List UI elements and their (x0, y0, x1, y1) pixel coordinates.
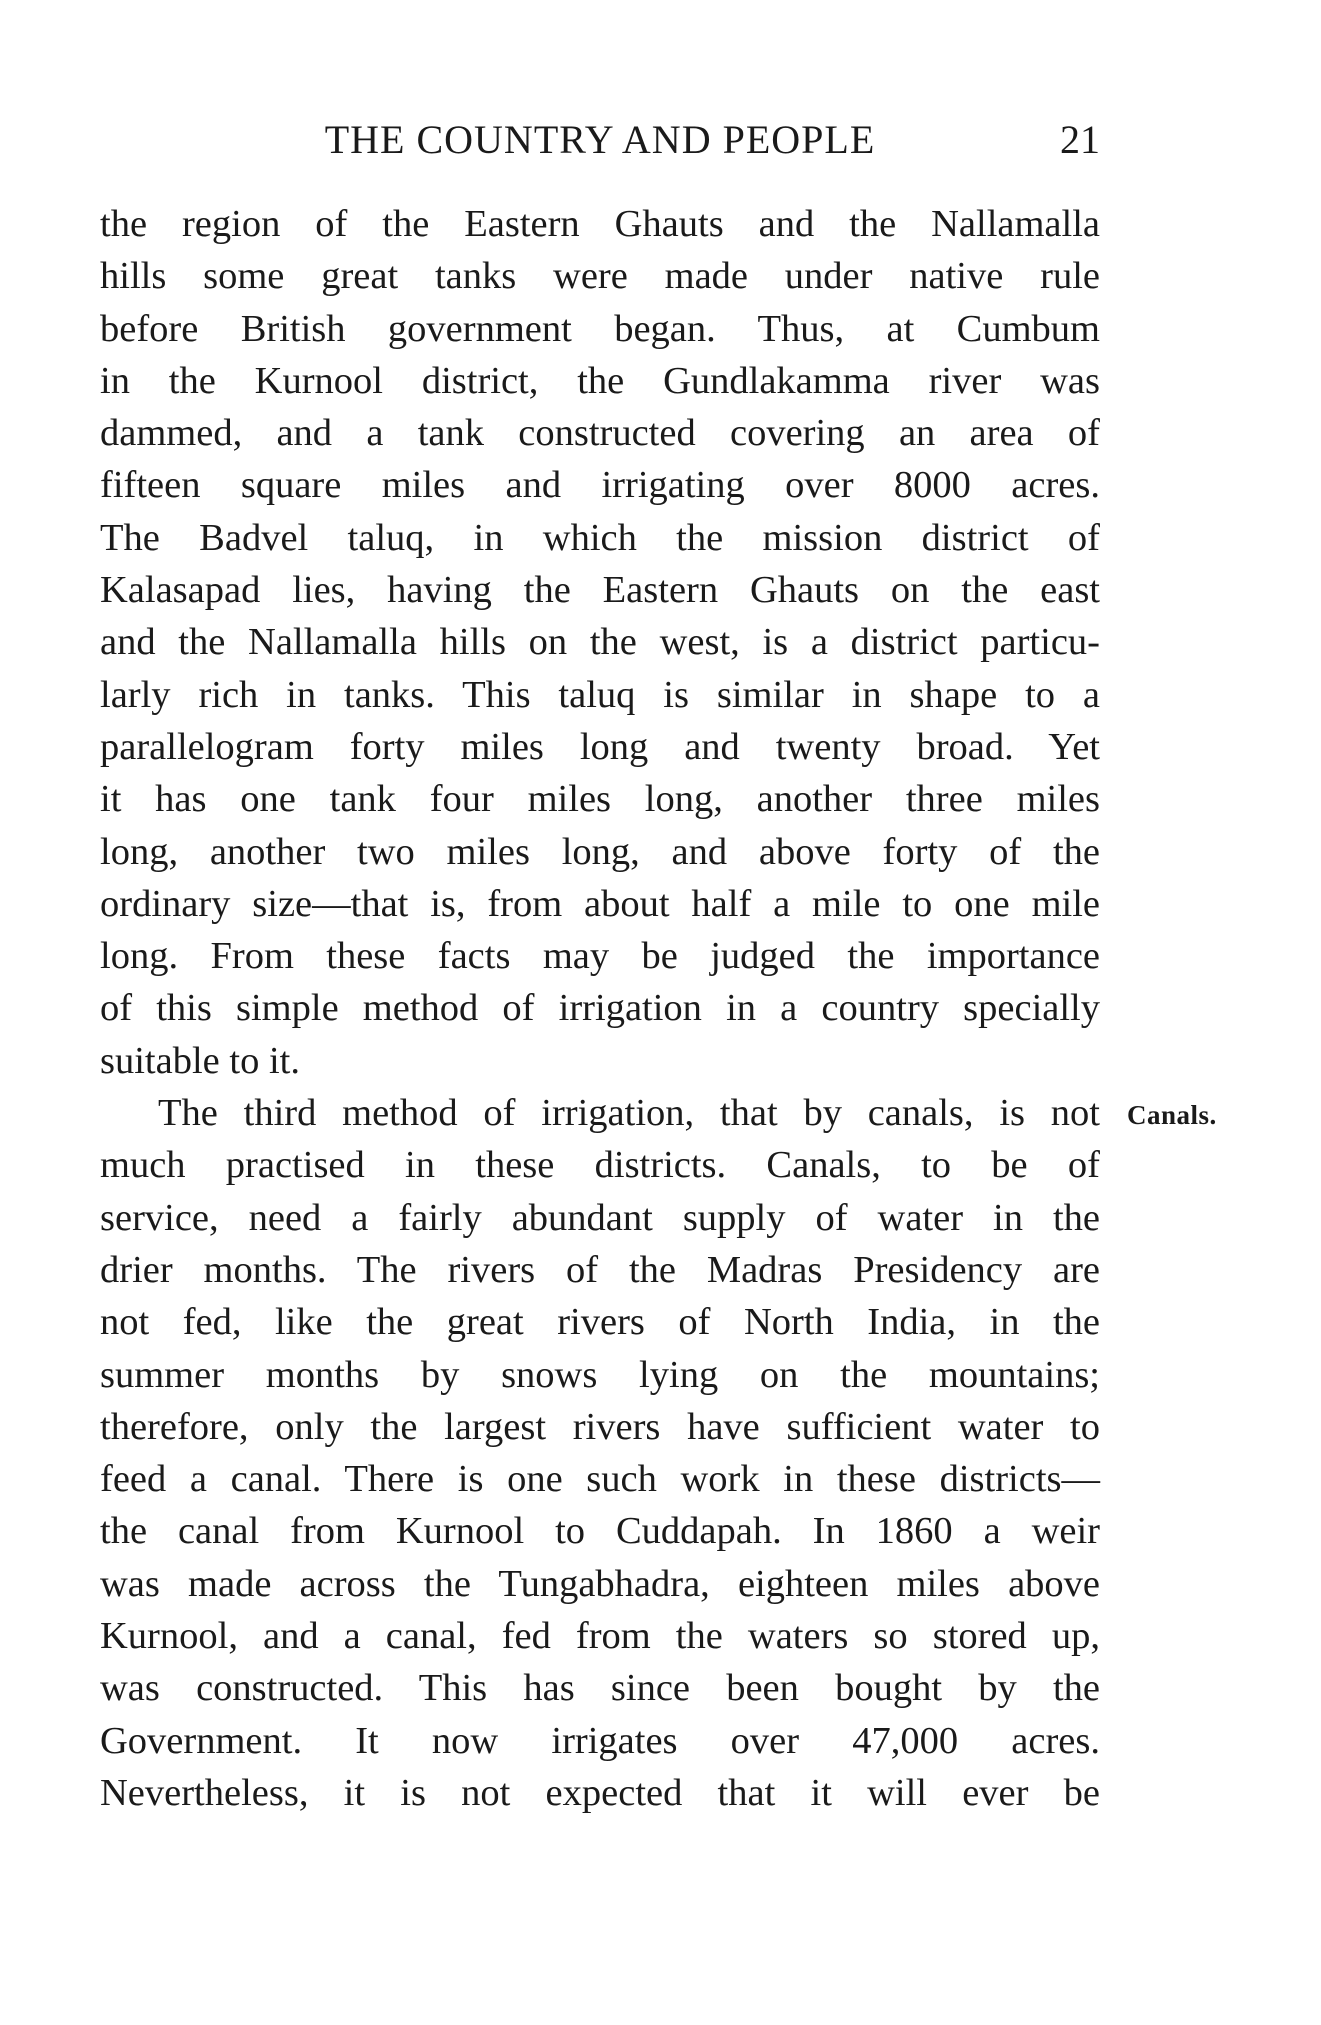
text-line: The Badvel taluq, in which the mission district of (100, 516, 1100, 559)
text-line: Kalasapad lies, having the Eastern Ghauts on the east (100, 569, 1100, 612)
text-line: it has one tank four miles long, another three miles (100, 778, 1100, 821)
text-line: in the Kurnool district, the Gundlakamma river was (100, 359, 1100, 402)
text-line: ordinary size—that is, from about half a mile to one mile (100, 882, 1100, 925)
text-line: long, another two miles long, and above forty of the (100, 830, 1100, 873)
text-line: and the Nallamalla hills on the west, is a district particu- (100, 621, 1100, 664)
text-line: was made across the Tungabhadra, eighteen miles above (100, 1562, 1100, 1605)
paragraph-2 (100, 1087, 1100, 1819)
text-line: dammed, and a tank constructed covering an area of (100, 412, 1100, 455)
text-line: not fed, like the great rivers of North India, in the (100, 1301, 1100, 1344)
text-line: long. From these facts may be judged the importance (100, 935, 1100, 978)
text-line: of this simple method of irrigation in a country specially (100, 987, 1100, 1030)
text-line: suitable to it. (100, 1039, 300, 1082)
text-line: much practised in these districts. Canals, to be of (100, 1144, 1100, 1187)
text-line: therefore, only the largest rivers have sufficient water to (100, 1405, 1100, 1448)
text-line: Nevertheless, it is not expected that it will ever be (100, 1771, 1100, 1814)
text-line: Kurnool, and a canal, fed from the waters so stored up, (100, 1615, 1100, 1658)
margin-note: Canals. (1127, 1100, 1217, 1130)
text-line: parallelogram forty miles long and twenty broad. Yet (100, 725, 1100, 768)
text-line: was constructed. This has since been bought by the (100, 1667, 1100, 1710)
text-line: before British government began. Thus, at Cumbum (100, 307, 1100, 350)
text-line: The third method of irrigation, that by canals, is not (158, 1092, 1100, 1135)
paragraph-1 (100, 198, 1100, 1087)
page-number: 21 (1060, 117, 1100, 162)
running-head-title: THE COUNTRY AND PEOPLE (324, 117, 876, 162)
text-line: fifteen square miles and irrigating over 8000 acres. (100, 464, 1100, 507)
body-text (100, 198, 1100, 1819)
text-line: feed a canal. There is one such work in these districts— (100, 1458, 1100, 1501)
running-head (100, 112, 1100, 168)
text-line: the region of the Eastern Ghauts and the Nallamalla (100, 203, 1100, 245)
text-line: hills some great tanks were made under native rule (100, 255, 1100, 298)
text-line: drier months. The rivers of the Madras Presidency are (100, 1248, 1100, 1291)
text-line: the canal from Kurnool to Cuddapah. In 1860 a weir (100, 1510, 1100, 1553)
text-line: service, need a fairly abundant supply of water in the (100, 1196, 1100, 1239)
text-line: summer months by snows lying on the mountains; (100, 1353, 1100, 1396)
text-line: Government. It now irrigates over 47,000 acres. (100, 1719, 1100, 1762)
text-line: larly rich in tanks. This taluq is similar in shape to a (100, 673, 1100, 716)
